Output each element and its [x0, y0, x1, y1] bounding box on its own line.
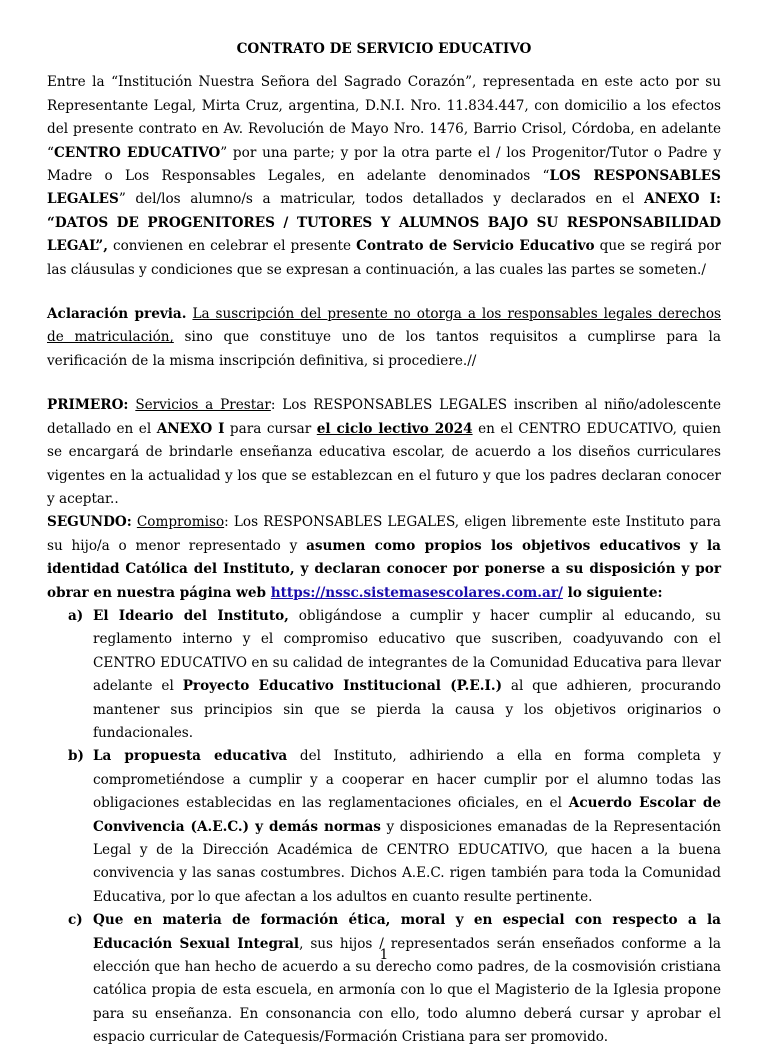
list-marker-a: a) [68, 607, 84, 624]
intro-text-5: que se regirá por las cláusulas y condiciones que se expresan a continuación, a las cuales las partes se someten./ [47, 238, 721, 278]
intro-bold-responsables: LOS RESPONSABLES LEGALES [47, 168, 721, 208]
paragraph-gap [47, 373, 721, 394]
primero-heading: Servicios a Prestar [135, 397, 271, 414]
item-b-text-2: y disposiciones emanadas de la Representación Legal y de la Dirección Académica de CENTRO EDUCATIVO, que hacen a la buena convivencia y las sanas costumbres. Dichos A.E.C. rigen también para toda la Comunidad Educativa, por lo que afectan a los adultos en cuanto resulte pertinente. [93, 818, 721, 905]
item-a-text-2: al que adhieren, procurando mantener sus principios sin que se pierda la causa y los objetivos originarios o fundacionales. [93, 678, 721, 741]
intro-paragraph [47, 71, 721, 282]
document-title: CONTRATO DE SERVICIO EDUCATIVO [236, 41, 532, 57]
intro-text-2: ” por una parte; y por la otra parte el / los Progenitor/Tutor o Padre y Madre o Los Responsables Legales, en adelante denominados “ [47, 144, 721, 185]
segundo-label: SEGUNDO: [47, 514, 132, 531]
intro-text-4: convienen en celebrar el presente [107, 238, 357, 255]
intro-text-3: ” del/los alumno/s a matricular, todos detallados y declarados en el [118, 191, 645, 208]
aclaracion-underlined: La suscripción del presente no otorga a los responsables legales derechos de matriculación, [47, 306, 721, 346]
aclaracion-label: Aclaración previa. [47, 306, 187, 323]
primero-text-2: para cursar [224, 420, 317, 437]
primero-text-3: en el CENTRO EDUCATIVO, quien se encargará de brindarle enseñanza educativa escolar, de acuerdo a los diseños curriculares vigentes en la actualidad y los que se establezcan en el futuro y que los padres declaran conocer y aceptar.. [47, 420, 721, 507]
compromiso-list [47, 605, 721, 1050]
item-a-bold-1: El Ideario del Instituto, [93, 607, 289, 624]
segundo-paragraph [47, 511, 721, 605]
primero-paragraph [47, 394, 721, 511]
item-c-bold-1: Que en materia de formación ética, moral y en especial con respecto a la Educación Sexual Integral [93, 912, 721, 952]
primero-ciclo-lectivo: el ciclo lectivo 2024 [316, 420, 473, 437]
intro-bold-contrato: Contrato de Servicio Educativo [356, 238, 595, 255]
segundo-bold-1: asumen como propios los objetivos educativos y la identidad Católica del Instituto, y declaran conocer por ponerse a su disposición y por obrar en nuestra página web [47, 537, 721, 601]
item-b-bold-1: La propuesta educativa [93, 748, 288, 765]
paragraph-gap [47, 282, 721, 303]
intro-bold-anexo: ANEXO I: “DATOS DE PROGENITORES / TUTORES Y ALUMNOS BAJO SU RESPONSABILIDAD LEGAL”, [47, 191, 722, 255]
list-item-a [68, 605, 721, 745]
list-marker-b: b) [68, 748, 84, 765]
list-marker-c: c) [68, 912, 83, 929]
aclaracion-rest: sino que constituye uno de los tantos requisitos a cumplirse para la verificación de la misma inscripción definitiva, si procediere.// [47, 329, 721, 369]
item-b-bold-2: Acuerdo Escolar de Convivencia (A.E.C.) y demás normas [93, 795, 722, 835]
website-link[interactable]: https://nssc.sistemasescolares.com.ar/ [270, 584, 563, 601]
item-a-text-1: obligándose a cumplir y hacer cumplir al educando, su reglamento interno y el compromiso educativo que suscriben, coadyuvando con el CENTRO EDUCATIVO en su calidad de integrantes de la Comunidad Educativa para llevar adelante el [93, 607, 721, 695]
item-b-text-1: del Instituto, adhiriendo a ella en forma completa y comprometiéndose a cumplir y a cooperar en hacer cumplir por el alumno todas las obligaciones establecidas en las reglamentaciones oficiales, en el [93, 748, 721, 812]
item-a-bold-2: Proyecto Educativo Institucional (P.E.I.) [182, 678, 502, 695]
segundo-heading: Compromiso [136, 514, 225, 531]
page-number: 1 [379, 947, 389, 963]
item-c-text-1: , sus hijos / representados serán enseñados conforme a la elección que han hecho de acuerdo a su derecho como padres, de la cosmovisión cristiana católica propia de esta escuela, en armonía con lo que el Magisterio de la Iglesia propone para su enseñanza. En consonancia con ello, todo alumno deberá cursar y aprobar el espacio curricular de Catequesis/Formación Cristiana para ser promovido. [93, 935, 721, 1046]
primero-bold-anexo: ANEXO I [156, 420, 225, 437]
aclaracion-paragraph [47, 303, 721, 373]
intro-bold-centro: CENTRO EDUCATIVO [53, 144, 221, 161]
segundo-bold-2: lo siguiente: [562, 584, 663, 601]
primero-text-1: : Los RESPONSABLES LEGALES inscriben al niño/adolescente detallado en el [47, 397, 722, 437]
segundo-text-1: : Los RESPONSABLES LEGALES, eligen libremente este Instituto para su hijo/a o menor representado y [47, 514, 721, 554]
primero-label: PRIMERO: [47, 397, 129, 414]
intro-text-1: Entre la “Institución Nuestra Señora del Sagrado Corazón”, representada en este acto por su Representante Legal, Mirta Cruz, argentina, D.N.I. Nro. 11.834.447, con domicilio a los efectos del presente contrato en Av. Revolución de Mayo Nro. 1476, Barrio Crisol, Córdoba, en adelante “ [47, 74, 721, 161]
list-item-b [68, 745, 722, 909]
list-item-c [68, 909, 721, 1049]
